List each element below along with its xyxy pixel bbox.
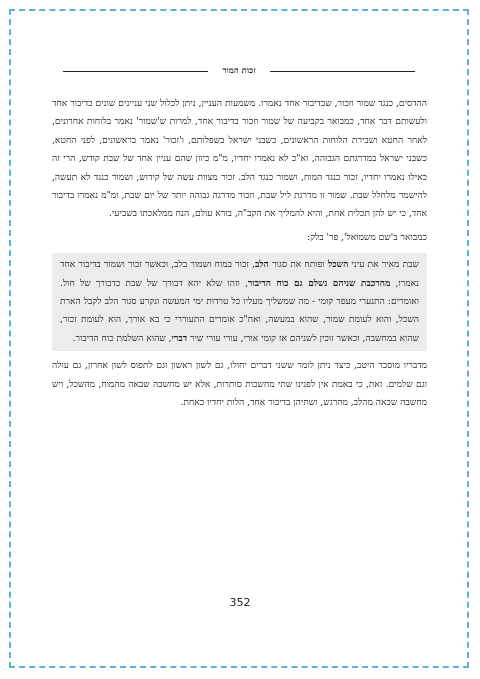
quote-bold-3: מהרכבת שניהם נשלם גם כוח הדיבור xyxy=(247,277,391,289)
quote-block xyxy=(52,253,427,351)
quote-text-e: , וזהו שלא יהא דבורך של שבת כדבורך של חול. ואומרים: התנערי מעפר קומי - מה שמשליך מעליו כל טרדות ימי המעשה ונקרע סגור הלב לקבל הארת השכל, והוא לעומת שמור, שהוא במעשה, ואח"כ אומרים התעוררי כי בא אורך, הוא לעומת זכור, שהוא במחשבה, וכאשר זוכין לשניהם אז קומי אורי, עורי עורי שיר xyxy=(60,278,419,344)
quote-text-f: , שהוא השלמת כוח הדיבור. xyxy=(72,333,172,344)
main-text xyxy=(52,95,427,413)
quote-bold-1: השכל xyxy=(327,259,349,271)
quote-text-c: ופותח את סגור xyxy=(268,260,328,271)
quote-text-d: , זכור במוח ושמור בלב, וכאשר זכור ושמור בדיבור אחד נאמרו, xyxy=(60,260,419,289)
quote-text-a: שבת מאיר את עיני xyxy=(348,260,419,271)
quote-intro: כמבואר ב'שם משמואל', פר' בלק: xyxy=(307,232,427,243)
header-title: זכות המור xyxy=(222,66,256,76)
quote-bold-4: דברי xyxy=(171,332,188,344)
paragraph-1: ההדסים, כנגד שמור וזכור, שבדיבור אחד נאמרו. משמעות העניין, ניתן לכלול שני עניינים שונים בדיבור אחד ולעשותם דבר אחד, כמבואר בקביעה של שמור וזכור בדיבור אחד, למרות ש'שמור' נאמר בלוחות אחרונים, לאחר החטא ושבירת הלוחות הראשונים, כשבני ישראל בשפלותם, ו'זכור' נאמר בראשונים, לפני החטא, כשבני ישראל במדרגתם הגבוהה, וא"כ לא נאמרו יחדיו, מ"מ כיוון שהם עניין אחד של שבת קודש, הרי זה כאילו נאמרו יחדיו, זכור כנגד המוח, ושמור כנגד הלב. זכור מצוות עשה של קידוש, ושמור כנגד לא תעשה, להישמר מלחלל שבת. שמור זו מדרגת ליל שבת, וזכור מדרגה גבוהה יותר של יום שבת, ומ"מ נאמרו בדיבור אחד, כי יש להן תכלית אחת, והיא להמליך את הקב"ה, בורא עולם, הנח ממלאכתו בשביעי. xyxy=(52,99,427,220)
quote-bold-2: הלב xyxy=(255,259,269,271)
header-rule-right xyxy=(270,71,415,72)
running-header xyxy=(63,64,415,78)
page-number: 352 xyxy=(229,596,251,609)
paragraph-after-quote: מדבריו מוסבר היטב, כיצד ניתן לומר ששני דברים יחולו, גם לשון ראשון וגם לתפוס לשון אחרון, גם עולה וגם שלמים. זאת, כי באמת אין לפנינו שתי מחשבות סותרות, אלא יש מחשבה שבאה מהמוח, מהשכל, ויש מחשבה שבאה מהלב, מהרגש, ושתיהן בדיבור אחד, הלות יחדיו כאחת. xyxy=(52,361,427,409)
